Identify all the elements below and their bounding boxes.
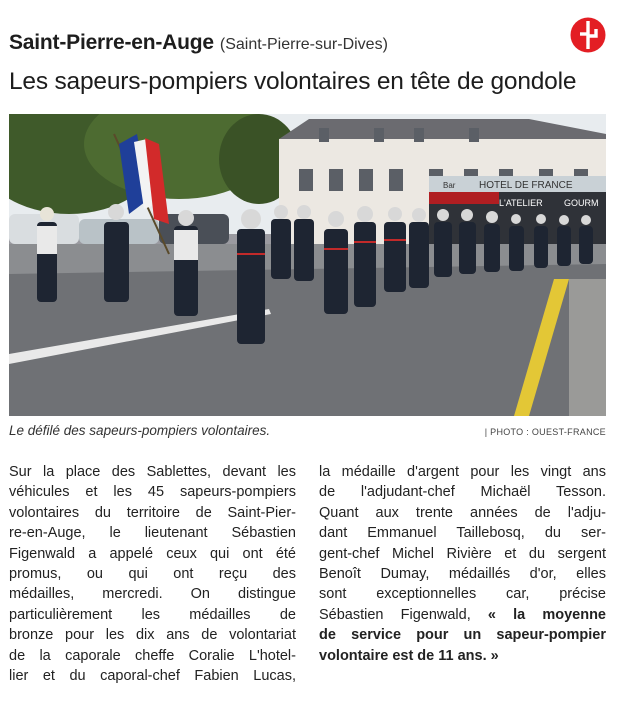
parade-photo [9, 114, 606, 416]
quote-text: volontaire est de 11 ans. » [319, 647, 499, 664]
body-line: promus, ou qui ont reçu des [9, 566, 296, 583]
place-name: Saint-Pierre-en-Auge [9, 31, 214, 54]
ouest-france-logo-icon [570, 17, 606, 53]
bar-sign: Bar [443, 181, 456, 190]
article-column-left [9, 462, 296, 686]
body-line: sont exceptionnelles car, précise [319, 586, 606, 603]
headline: Les sapeurs-pompiers volontaires en tête de gondole [9, 68, 577, 95]
article-header [9, 31, 388, 57]
body-line: re-en-Auge, le lieutenant Sébastien [9, 525, 296, 542]
body-line: de la caporale cheffe Coralie L'hotel- [9, 647, 296, 664]
body-line-with-quote [319, 605, 606, 625]
body-line: la médaille d'argent pour les vingt ans [319, 464, 606, 480]
body-line: lier et du caporal-chef Fabien Lucas, [9, 668, 296, 685]
article-column-right [319, 462, 606, 666]
photo-caption: Le défilé des sapeurs-pompiers volontaires. [9, 423, 271, 438]
body-line: particulièrement les médailles de [9, 606, 296, 623]
shop-sub2: GOURM [564, 198, 599, 208]
body-line: médailles, mercredi. On distingue [9, 586, 296, 603]
photo-credit: | PHOTO : OUEST-FRANCE [484, 427, 606, 437]
body-line: gent-chef Michel Rivière et du sergent [319, 545, 606, 562]
body-line: Sébastien Figenwald, [319, 606, 471, 623]
body-line: volontaires du territoire de Saint-Pier- [9, 504, 296, 521]
shop-sign: HOTEL DE FRANCE [479, 180, 573, 191]
body-line: bronze pour les dix ans de volontariat [9, 627, 296, 644]
quote-text: de service pour un sapeur-pompier [319, 627, 606, 644]
quote-text: « la moyenne [487, 606, 606, 623]
shop-sub: L'ATELIER [499, 198, 543, 208]
body-line: de l'adjudant-chef Michaël Tesson. [319, 484, 606, 501]
body-line: dant Emmanuel Taillebosq, du ser- [319, 525, 606, 542]
subplace-name: (Saint-Pierre-sur-Dives) [219, 36, 388, 53]
body-line: véhicules et les 45 sapeurs-pompiers [9, 484, 296, 501]
body-line: Quant aux trente années de l'adju- [319, 504, 606, 521]
body-line: Benoît Dumay, médaillés d'or, elles [319, 566, 606, 583]
body-line: Figenwald a appelé ceux qui ont été [9, 545, 296, 562]
body-line: Sur la place des Sablettes, devant les [9, 464, 296, 480]
